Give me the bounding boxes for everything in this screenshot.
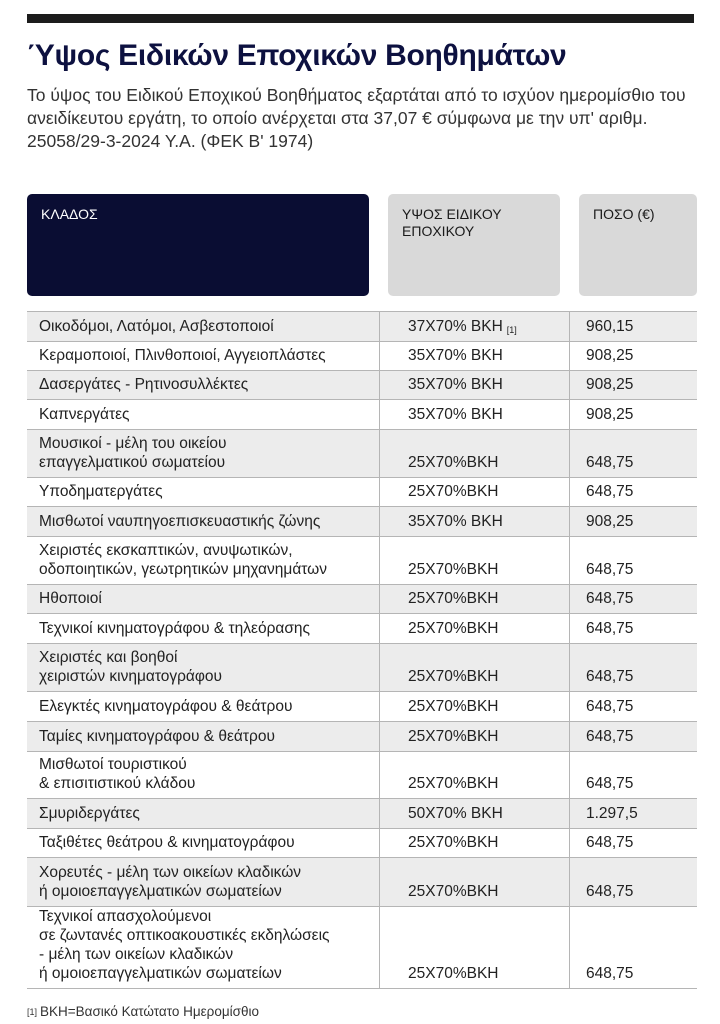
cell-ypsos-text: 35Χ70% ΒΚΗ: [408, 347, 503, 364]
cell-poso: 648,75: [569, 752, 697, 798]
cell-poso: 648,75: [569, 829, 697, 857]
top-divider-bar: [27, 14, 694, 23]
cell-klados: Ηθοποιοί: [39, 590, 102, 607]
header-poso: ΠΟΣΟ (€): [579, 194, 697, 296]
table-row: [27, 644, 697, 692]
cell-ypsos: [379, 478, 569, 506]
cell-ypsos-text: 37Χ70% ΒΚΗ: [408, 318, 503, 335]
cell-ypsos-text: 25Χ70%ΒΚΗ: [408, 965, 499, 982]
cell-klados: Σμυριδεργάτες: [39, 805, 140, 822]
header-klados: ΚΛΑΔΟΣ: [27, 194, 369, 296]
cell-ypsos-text: 25Χ70%ΒΚΗ: [408, 883, 499, 900]
footnote-text: ΒΚΗ=Βασικό Κατώτατο Ημερομίσθιο: [40, 1004, 259, 1019]
table-row: [27, 478, 697, 507]
cell-poso: 908,25: [569, 342, 697, 370]
cell-klados: Μισθωτοί τουριστικού & επισιτιστικού κλάδου: [39, 756, 196, 792]
table-row: [27, 507, 697, 537]
cell-klados: Υποδηματεργάτες: [39, 483, 163, 500]
cell-ypsos: [379, 829, 569, 857]
cell-poso: 908,25: [569, 400, 697, 429]
cell-ypsos: [379, 858, 569, 906]
cell-klados: Τεχνικοί απασχολούμενοι σε ζωντανές οπτικοακουστικές εκδηλώσεις - μέλη των οικείων κλαδικών ή ομοιοεπαγγελματικών σωματείων: [39, 908, 330, 982]
benefits-table: [27, 311, 697, 989]
cell-klados: Ταξιθέτες θεάτρου & κινηματογράφου: [39, 834, 295, 851]
cell-poso: 648,75: [569, 692, 697, 721]
cell-poso: 648,75: [569, 858, 697, 906]
cell-ypsos: [379, 907, 569, 988]
cell-klados: Ταμίες κινηματογράφου & θεάτρου: [39, 728, 275, 745]
cell-poso: 908,25: [569, 371, 697, 399]
cell-ypsos: [379, 692, 569, 721]
cell-ypsos: [379, 537, 569, 584]
cell-ypsos-text: 25Χ70%ΒΚΗ: [408, 834, 499, 851]
table-row: [27, 722, 697, 752]
footnote-mark: [1]: [27, 1007, 38, 1017]
cell-klados: Κεραμοποιοί, Πλινθοποιοί, Αγγειοπλάστες: [39, 347, 326, 364]
table-row: [27, 312, 697, 342]
cell-ypsos-text: 50Χ70% ΒΚΗ: [408, 805, 503, 822]
table-row: [27, 430, 697, 478]
table-row: [27, 692, 697, 722]
cell-ypsos: [379, 312, 569, 341]
cell-poso: 648,75: [569, 478, 697, 506]
table-row: [27, 342, 697, 371]
cell-poso: 648,75: [569, 722, 697, 751]
cell-poso: 908,25: [569, 507, 697, 536]
cell-klados: Καπνεργάτες: [39, 406, 130, 423]
cell-ypsos-text: 25Χ70%ΒΚΗ: [408, 561, 499, 578]
cell-poso: 648,75: [569, 614, 697, 643]
cell-poso: 960,15: [569, 312, 697, 341]
cell-poso: 648,75: [569, 430, 697, 477]
cell-ypsos-text: 35Χ70% ΒΚΗ: [408, 513, 503, 530]
cell-poso: 648,75: [569, 907, 697, 988]
table-row: [27, 614, 697, 644]
cell-ypsos-text: 25Χ70%ΒΚΗ: [408, 728, 499, 745]
cell-ypsos-text: 25Χ70%ΒΚΗ: [408, 483, 499, 500]
table-row: [27, 907, 697, 989]
cell-klados: Ελεγκτές κινηματογράφου & θεάτρου: [39, 698, 293, 715]
cell-ypsos-text: 25Χ70%ΒΚΗ: [408, 668, 499, 685]
cell-klados: Χειριστές και βοηθοί χειριστών κινηματογράφου: [39, 649, 223, 685]
cell-ypsos: [379, 371, 569, 399]
cell-klados: Μουσικοί - μέλη του οικείου επαγγελματικού σωματείου: [39, 435, 227, 471]
cell-poso: 648,75: [569, 644, 697, 691]
table-row: [27, 585, 697, 614]
cell-ypsos-text: 35Χ70% ΒΚΗ: [408, 376, 503, 393]
header-ypsos: ΥΨΟΣ ΕΙΔΙΚΟΥ ΕΠΟΧΙΚΟΥ: [388, 194, 560, 296]
cell-ypsos-text: 25Χ70%ΒΚΗ: [408, 620, 499, 637]
cell-ypsos-text: 25Χ70%ΒΚΗ: [408, 590, 499, 607]
cell-poso: 648,75: [569, 537, 697, 584]
cell-ypsos: [379, 585, 569, 613]
table-row: [27, 752, 697, 799]
cell-klados: Τεχνικοί κινηματογράφου & τηλεόρασης: [39, 620, 311, 637]
cell-klados: Μισθωτοί ναυπηγοεπισκευαστικής ζώνης: [39, 513, 321, 530]
cell-ypsos: [379, 430, 569, 477]
footnote-ref: [1]: [506, 325, 517, 335]
cell-ypsos: [379, 722, 569, 751]
cell-ypsos-text: 25Χ70%ΒΚΗ: [408, 454, 499, 471]
cell-ypsos: [379, 614, 569, 643]
table-row: [27, 829, 697, 858]
cell-ypsos-text: 25Χ70%ΒΚΗ: [408, 698, 499, 715]
cell-ypsos-text: 25Χ70%ΒΚΗ: [408, 775, 499, 792]
cell-poso: 648,75: [569, 585, 697, 613]
cell-klados: Χειριστές εκσκαπτικών, ανυψωτικών, οδοποιητικών, γεωτρητικών μηχανημάτων: [39, 542, 328, 578]
cell-poso: 1.297,5: [569, 799, 697, 828]
cell-ypsos: [379, 342, 569, 370]
cell-ypsos: [379, 752, 569, 798]
footnote: [27, 1004, 259, 1020]
table-row: [27, 858, 697, 907]
page-title: Ύψος Ειδικών Εποχικών Βοηθημάτων: [27, 39, 567, 72]
cell-ypsos: [379, 799, 569, 828]
cell-ypsos: [379, 507, 569, 536]
table-row: [27, 400, 697, 430]
table-row: [27, 799, 697, 829]
cell-ypsos-text: 35Χ70% ΒΚΗ: [408, 406, 503, 423]
cell-klados: Δασεργάτες - Ρητινοσυλλέκτες: [39, 376, 249, 393]
table-row: [27, 371, 697, 400]
cell-klados: Χορευτές - μέλη των οικείων κλαδικών ή ομοιοεπαγγελματικών σωματείων: [39, 864, 302, 900]
cell-klados: Οικοδόμοι, Λατόμοι, Ασβεστοποιοί: [39, 318, 274, 335]
cell-ypsos: [379, 400, 569, 429]
cell-ypsos: [379, 644, 569, 691]
page-subtitle: Το ύψος του Ειδικού Εποχικού Βοηθήματος εξαρτάται από το ισχύον ημερομίσθιο του ανειδίκευτου εργάτη, το οποίο ανέρχεται στα 37,07 € σύμφωνα με την υπ' αριθμ. 25058/29-3-2024 Υ.Α. (ΦΕΚ Β' 1974): [27, 85, 686, 151]
table-row: [27, 537, 697, 585]
